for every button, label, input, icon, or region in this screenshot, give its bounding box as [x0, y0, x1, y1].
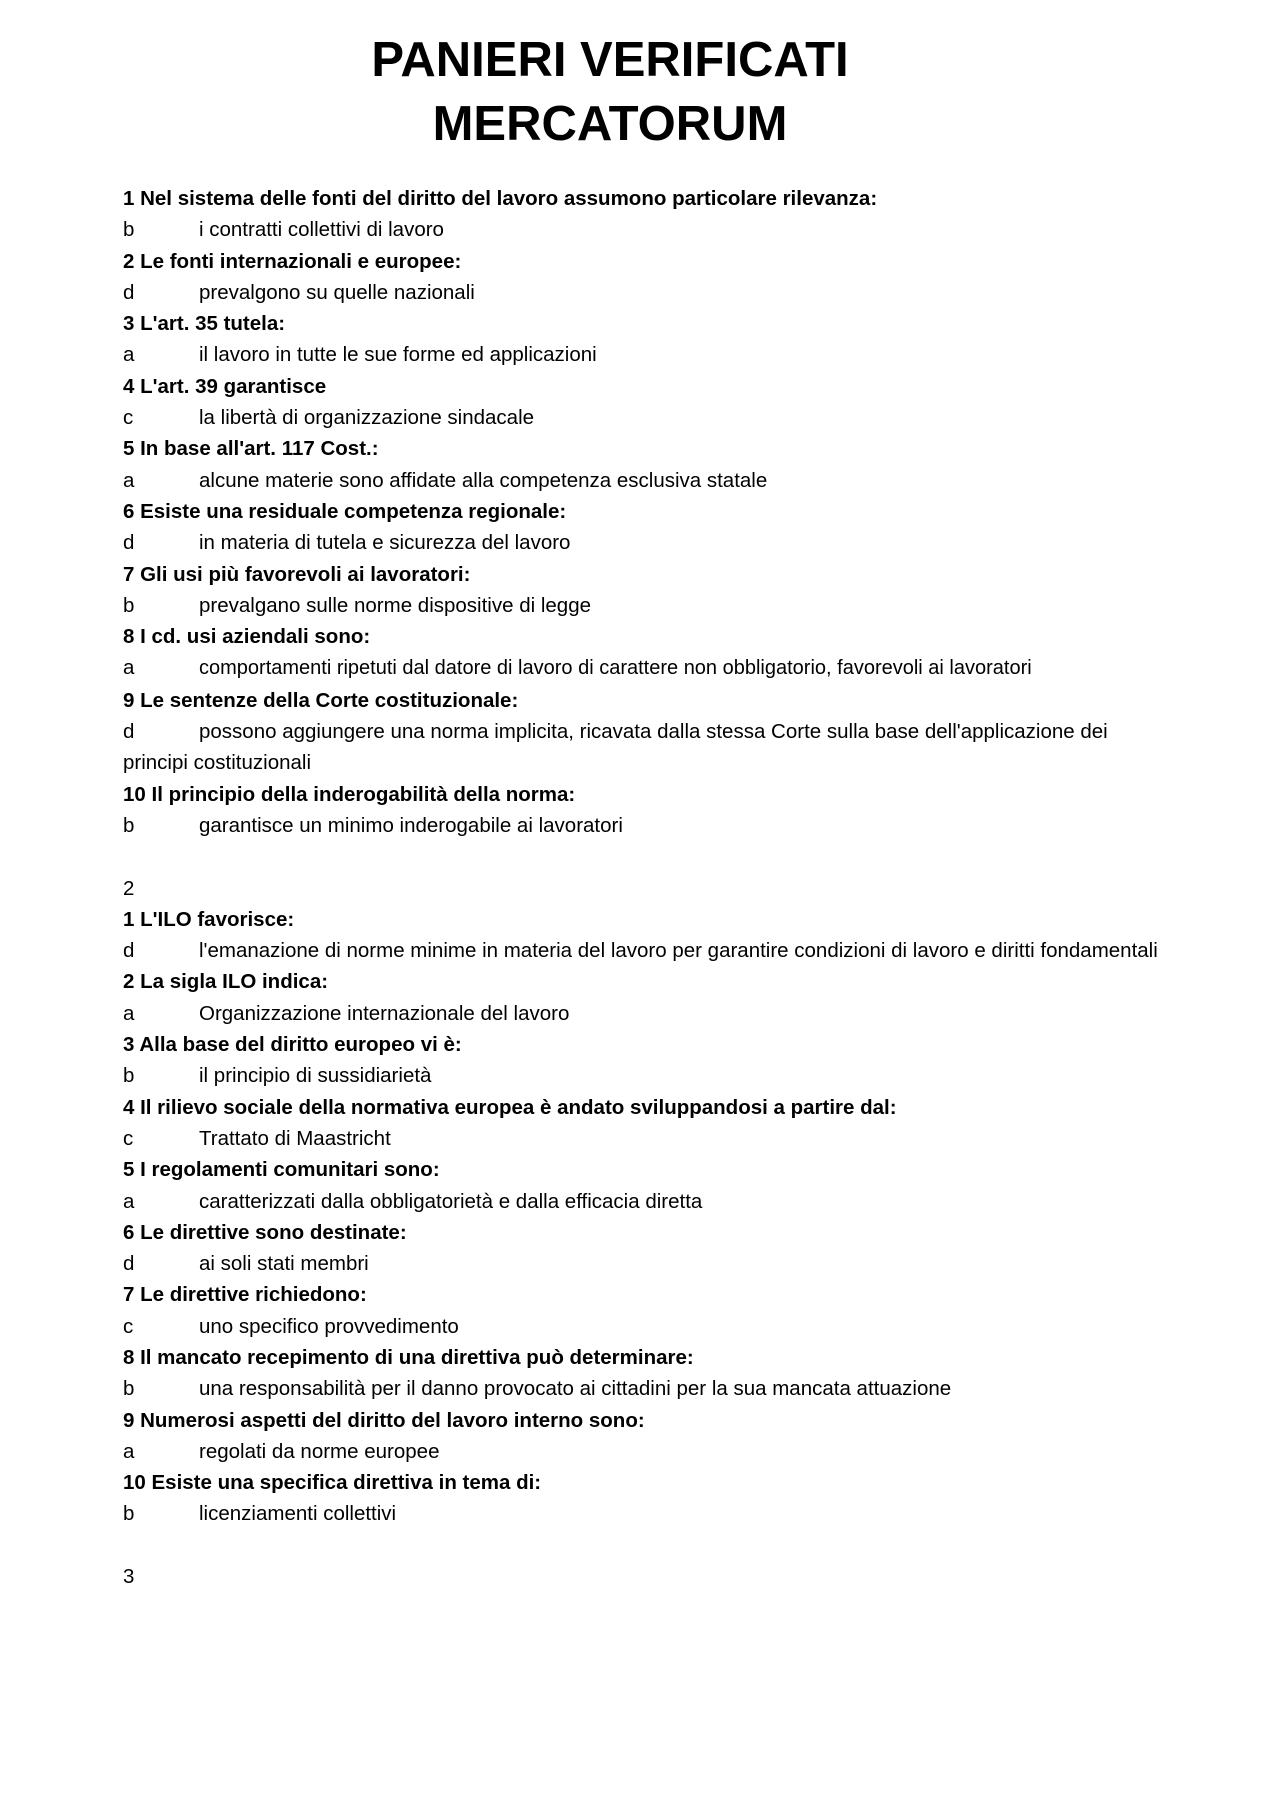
answer-text: alcune materie sono affidate alla competenza esclusiva statale [199, 468, 768, 492]
question: 10 Esiste una specifica direttiva in tema di: [123, 1471, 542, 1495]
answer [123, 1311, 1163, 1342]
answer-letter: c [123, 406, 134, 430]
answer [123, 527, 1163, 558]
answer [123, 1248, 1163, 1279]
answer-letter: b [123, 1377, 135, 1401]
answer-text: possono aggiungere una norma implicita, ricavata dalla stessa Corte sulla base dell'applicazione dei principi costituzionali [123, 720, 1108, 775]
question: 6 Esiste una residuale competenza regionale: [123, 499, 567, 523]
answer [123, 1060, 1163, 1091]
answer [123, 339, 1163, 370]
answer-text: Trattato di Maastricht [199, 1126, 391, 1150]
answer [123, 214, 1163, 245]
answer-letter: b [123, 218, 135, 242]
question: 9 Numerosi aspetti del diritto del lavoro interno sono: [123, 1408, 645, 1432]
answer-text: comportamenti ripetuti dal datore di lavoro di carattere non obbligatorio, favorevoli ai lavoratori [199, 657, 1032, 680]
section-1 [123, 183, 1163, 841]
question: 3 Alla base del diritto europeo vi è: [123, 1033, 462, 1057]
answer-letter: a [123, 1001, 135, 1025]
answer-letter: d [123, 531, 135, 555]
answer-text: la libertà di organizzazione sindacale [199, 406, 535, 430]
answer [123, 652, 1163, 684]
answer-text: licenziamenti collettivi [199, 1502, 397, 1526]
answer-letter: b [123, 813, 135, 837]
answer-letter: d [123, 720, 135, 744]
question: 8 Il mancato recepimento di una direttiva può determinare: [123, 1345, 694, 1369]
answer-letter: a [123, 1189, 135, 1213]
question: 1 Nel sistema delle fonti del diritto del lavoro assumono particolare rilevanza: [123, 187, 878, 210]
answer [123, 1373, 1163, 1404]
answer-text: garantisce un minimo inderogabile ai lavoratori [199, 813, 623, 837]
answer [123, 465, 1163, 496]
title-line-2: MERCATORUM [432, 97, 788, 151]
document-title [0, 28, 1220, 156]
answer-text: una responsabilità per il danno provocato ai cittadini per la sua mancata attuazione [199, 1377, 952, 1401]
question: 9 Le sentenze della Corte costituzionale: [123, 688, 519, 712]
answer [123, 1436, 1163, 1467]
answer [123, 1123, 1163, 1154]
section-spacer [123, 841, 1163, 872]
answer-text: ai soli stati membri [199, 1252, 369, 1276]
answer [123, 998, 1163, 1029]
answer-text: il principio di sussidiarietà [199, 1064, 432, 1088]
answer-text: l'emanazione di norme minime in materia del lavoro per garantire condizioni di lavoro e diritti fondamentali [199, 939, 1158, 963]
answer-letter: a [123, 1439, 135, 1463]
question: 1 L'ILO favorisce: [123, 907, 295, 931]
answer [123, 590, 1163, 621]
answer [123, 716, 1163, 779]
document-content [123, 183, 1163, 1592]
question: 10 Il principio della inderogabilità della norma: [123, 782, 576, 806]
question: 5 I regolamenti comunitari sono: [123, 1158, 440, 1182]
answer-text: i contratti collettivi di lavoro [199, 218, 444, 242]
answer-letter: a [123, 468, 135, 492]
question: 4 L'art. 39 garantisce [123, 374, 327, 398]
question: 7 Le direttive richiedono: [123, 1283, 367, 1307]
answer-text: in materia di tutela e sicurezza del lavoro [199, 531, 571, 555]
answer [123, 1498, 1163, 1529]
title-line-1: PANIERI VERIFICATI [371, 33, 849, 87]
section-number: 3 [123, 1565, 135, 1589]
answer-letter: c [123, 1126, 134, 1150]
question: 5 In base all'art. 117 Cost.: [123, 437, 379, 461]
answer [123, 402, 1163, 433]
question: 7 Gli usi più favorevoli ai lavoratori: [123, 562, 471, 586]
question: 2 Le fonti internazionali e europee: [123, 249, 462, 273]
answer-letter: c [123, 1314, 134, 1338]
answer [123, 277, 1163, 308]
answer [123, 1186, 1163, 1217]
answer-text: Organizzazione internazionale del lavoro [199, 1001, 570, 1025]
answer-text: il lavoro in tutte le sue forme ed applicazioni [199, 343, 597, 367]
answer-letter: d [123, 280, 135, 304]
answer-letter: d [123, 1252, 135, 1276]
section-spacer [123, 1530, 1163, 1561]
section-number: 2 [123, 876, 135, 900]
answer-text: prevalgano sulle norme dispositive di legge [199, 593, 592, 617]
answer-text: regolati da norme europee [199, 1439, 440, 1463]
answer-letter: b [123, 1502, 135, 1526]
answer [123, 935, 1163, 966]
answer-letter: a [123, 343, 135, 367]
answer-letter: a [123, 656, 135, 680]
question: 4 Il rilievo sociale della normativa europea è andato sviluppandosi a partire dal: [123, 1095, 897, 1119]
answer-text: uno specifico provvedimento [199, 1314, 459, 1338]
answer-text: prevalgono su quelle nazionali [199, 280, 475, 304]
answer-letter: b [123, 1064, 135, 1088]
question: 6 Le direttive sono destinate: [123, 1220, 407, 1244]
answer-text: caratterizzati dalla obbligatorietà e dalla efficacia diretta [199, 1189, 703, 1213]
answer-letter: b [123, 593, 135, 617]
answer-letter: d [123, 939, 135, 963]
question: 8 I cd. usi aziendali sono: [123, 625, 371, 649]
section-3 [123, 1561, 1163, 1592]
answer [123, 810, 1163, 841]
question: 3 L'art. 35 tutela: [123, 312, 286, 336]
section-2 [123, 873, 1163, 1530]
question: 2 La sigla ILO indica: [123, 970, 329, 994]
